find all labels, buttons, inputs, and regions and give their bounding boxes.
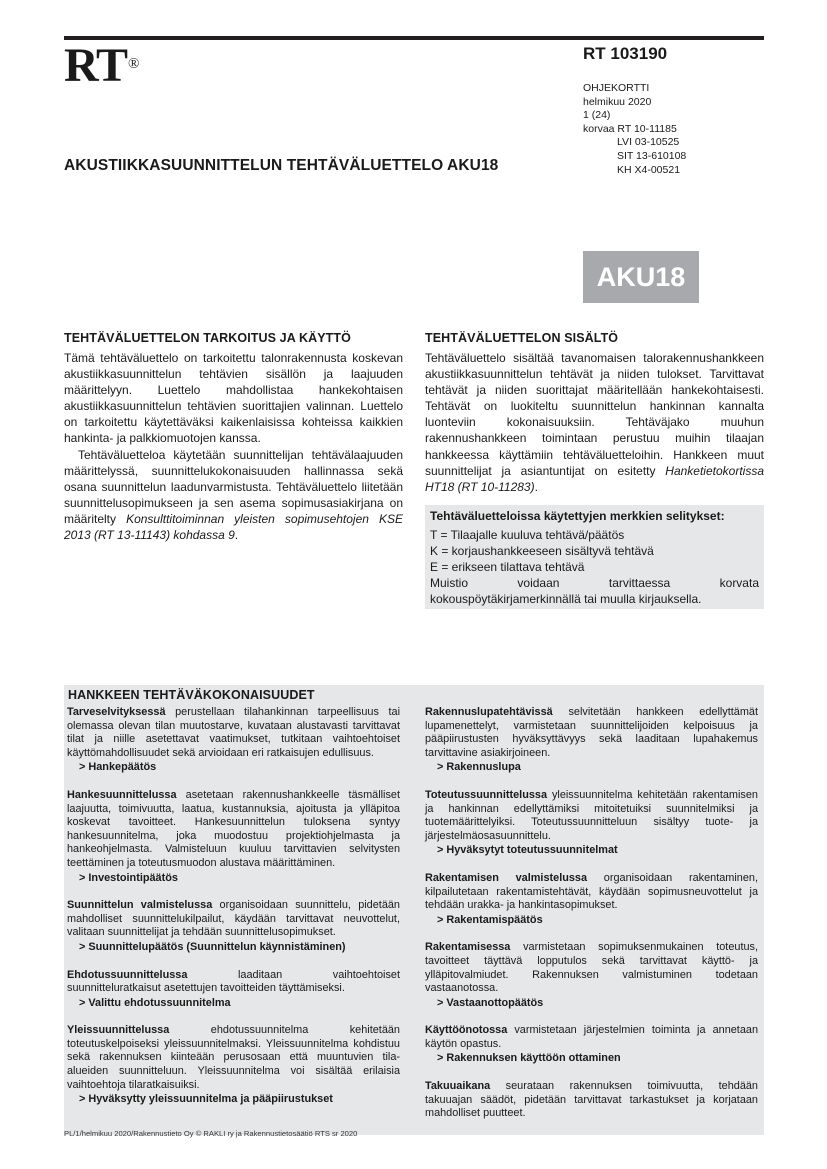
aku18-badge: AKU18 bbox=[583, 251, 699, 303]
replaces-line: LVI 03-10525 bbox=[617, 136, 680, 149]
document-meta bbox=[583, 82, 686, 177]
task-phase: Tarveselvityksessä perustellaan tilahankinnan tarpeellisuus tai olemassa olevan tilan muutostarve, kuvataan alustavasti tarvittavat tilat ja niille asetettavat vaatimukset, tutkitaan vaihtoehtoiset käyttömahdollisuudet sekä arvioidaan eri ratkaisujen edullisuus. > Hankepäätös bbox=[67, 706, 400, 774]
replaces-line: KH X4-00521 bbox=[617, 163, 681, 176]
phase-decision: > Hyväksytyt toteutussuunnitelmat bbox=[437, 844, 618, 857]
tasks-heading: HANKKEEN TEHTÄVÄKOKONAISUUDET bbox=[68, 688, 315, 702]
tasks-right-column bbox=[425, 706, 758, 1135]
purpose-paragraph: Tämä tehtäväluettelo on tarkoitettu talonrakennusta koskevan akustiikkasuunnittelun tehtävien sisällön ja laajuuden määrittelyyn. Luettelo mahdollistaa hankekohtaisen akustiikkasuunnittelun tehtävien suorittajien valinnan. Luettelo on tarkoitettu käytettäväksi kaikenlaisissa kohteissa kaikkien hankinta- ja palkkiomuotojen kanssa. bbox=[64, 351, 403, 446]
phase-decision: > Suunnittelupäätös (Suunnittelun käynnistäminen) bbox=[79, 940, 346, 953]
purpose-paragraph: Tehtäväluetteloa käytetään suunnittelijan tehtävälaajuuden määrittelyssä, suunnittelukokonaisuuden hallinnassa sekä osana suunnittelun laadunvarmistusta. Tehtäväluettelo liitetään suunnittelusopimukseen ja sen asema sopimusasiakirjana on määritelty Konsulttitoiminnan yleisten sopimusehtojen KSE 2013 (RT 13-11143) kohdassa 9. bbox=[64, 447, 403, 543]
document-number: RT 103190 bbox=[583, 44, 668, 63]
doc-date: helmikuu 2020 bbox=[583, 95, 652, 108]
phase-decision: > Rakennuslupa bbox=[437, 761, 521, 774]
tasks-left-column bbox=[67, 706, 400, 1121]
task-phase: Hankesuunnittelussa asetetaan rakennushankkeelle täsmälliset laajuutta, toimivuutta, laatua, kustannuksia, ajoitusta ja ylläpitoa koskevat tavoitteet. Hankesuunnittelun tuloksena syntyy hankesuunnitelma, joka muodostuu projektiohjelmasta ja hankeohjelmasta. Valmisteluun kuuluu tarvittavien selvitysten teettäminen ja toteutusmuodon alustava määrittäminen. > Investointipäätös bbox=[67, 788, 400, 884]
page-title: AKUSTIIKKASUUNNITTELUN TEHTÄVÄLUETTELO AKU18 bbox=[64, 157, 499, 174]
page-footer: PL/1/helmikuu 2020/Rakennustieto Oy © RAKLI ry ja Rakennustietosäätiö RTS sr 2020 bbox=[64, 1129, 358, 1138]
phase-decision: > Vastaanottopäätös bbox=[437, 996, 544, 1009]
task-phase: Yleissuunnittelussa ehdotussuunnitelma kehitetään toteutuskelpoiseksi yleissuunnitelmaksi. Yleissuunnitelma kohdistuu sekä rakennuksen kiinteään perusosaan että muuntuvien tila-alueiden suunnitteluun. Yleissuunnitelma voi sisältää erilaisia vaihtoehtoja tilaratkaisuiksi. > Hyväksytty yleissuunnitelma ja pääpiirustukset bbox=[67, 1024, 400, 1106]
legend-item: T = Tilaajalle kuuluva tehtävä/päätös bbox=[430, 528, 625, 543]
purpose-text bbox=[64, 350, 403, 543]
doc-type: OHJEKORTTI bbox=[583, 82, 650, 94]
replaces-line: SIT 13-610108 bbox=[617, 149, 687, 162]
task-entities-box bbox=[64, 685, 764, 1135]
phase-decision: > Rakennuksen käyttöön ottaminen bbox=[437, 1052, 621, 1065]
task-phase: Rakentamisen valmistelussa organisoidaan rakentaminen, kilpailutetaan rakentamistehtävät, käydään sopimusneuvottelut ja tehdään urakka- ja hankintasopimukset. > Rakentamispäätös bbox=[425, 871, 758, 926]
header-rule bbox=[64, 36, 764, 40]
phase-decision: > Valittu ehdotussuunnitelma bbox=[79, 996, 231, 1009]
phase-decision: > Hankepäätös bbox=[79, 761, 157, 774]
task-phase: Rakentamisessa varmistetaan sopimuksenmukainen toteutus, tavoitteet täyttävä lopputulos sekä tarvittavat käyttö- ja ylläpitovalmiudet. Rakennuksen valmistuminen todetaan vastaanotossa. > Vastaanottopäätös bbox=[425, 941, 758, 1009]
contents-paragraph: Tehtäväluettelo sisältää tavanomaisen talorakennushankkeen akustiikkasuunnittelun tehtävät ja niiden tulokset. Tarvittavat tehtävät ja niiden suorittajat määritellään hankekohtaisesti. Tehtävät on luokiteltu suunnittelun hankinnan kannalta luonteviin kokonaisuuksiin. Tehtäväjako muuhun rakennushankkeen toimintaan perustuu muihin tilaajan hankkeessa käyttämiin tehtäväluetteloihin. Hankkeen muut suunnittelijat ja asiantuntijat on esitetty Hanketietokortissa HT18 (RT 10-11283). bbox=[425, 351, 764, 494]
phase-decision: > Hyväksytty yleissuunnitelma ja pääpiirustukset bbox=[79, 1093, 333, 1106]
task-phase: Käyttöönotossa varmistetaan järjestelmien toiminta ja annetaan käytön opastus. > Rakennuksen käyttöön ottaminen bbox=[425, 1024, 758, 1065]
contents-text bbox=[425, 350, 764, 495]
rt-logo: RT® bbox=[64, 39, 139, 92]
task-phase: Toteutussuunnittelussa yleissuunnitelma kehitetään rakentamisen ja hankinnan edellyttämiksi mitoitetuiksi suunnitelmiksi ja tuotemäärittelyiksi. Toteutussuunnitteluun sisältyy tuote- ja järjestelmäosasuunnittelu. > Hyväksytyt toteutussuunnitelmat bbox=[425, 788, 758, 857]
contents-heading: TEHTÄVÄLUETTELON SISÄLTÖ bbox=[425, 331, 619, 345]
doc-pages: 1 (24) bbox=[583, 109, 611, 122]
phase-decision: > Investointipäätös bbox=[79, 871, 178, 884]
task-phase: Takuuaikana seurataan rakennuksen toimivuutta, tehdään takuuajan säädöt, pidetään tarvittavat tarkastukset ja korjataan mahdolliset puutteet. bbox=[425, 1080, 758, 1120]
purpose-heading: TEHTÄVÄLUETTELON TARKOITUS JA KÄYTTÖ bbox=[64, 331, 351, 345]
legend-box bbox=[425, 505, 764, 609]
replaces-line: korvaa RT 10-11185 bbox=[583, 122, 677, 135]
legend-note: Muistio voidaan tarvittaessa korvata kokouspöytäkirjamerkinnällä tai muulla kirjauksella. bbox=[430, 576, 759, 607]
legend-title: Tehtäväluetteloissa käytettyjen merkkien selitykset: bbox=[430, 509, 725, 523]
legend-item: E = erikseen tilattava tehtävä bbox=[430, 560, 585, 575]
task-phase: Rakennuslupatehtävissä selvitetään hankkeen edellyttämät lupamenettelyt, varmistetaan suunnittelijoiden kelpoisuus ja pääpiirustusten hyväksyttävyys sekä laaditaan lupahakemus tarvittavine asiakirjoineen. > Rakennuslupa bbox=[425, 706, 758, 774]
task-phase: Suunnittelun valmistelussa organisoidaan suunnittelu, pidetään mahdolliset suunnittelukilpailut, käydään tarvittavat neuvottelut, valitaan suunnittelijat ja tehdään suunnittelusopimukset. > Suunnittelupäätös (Suunnittelun käynnistäminen) bbox=[67, 899, 400, 953]
phase-decision: > Rakentamispäätös bbox=[437, 913, 543, 926]
legend-item: K = korjaushankkeeseen sisältyvä tehtävä bbox=[430, 544, 654, 559]
task-phase: Ehdotussuunnittelussa laaditaan vaihtoehtoiset suunnitteluratkaisut asetettujen tavoitteiden täyttämiseksi. > Valittu ehdotussuunnitelma bbox=[67, 968, 400, 1009]
